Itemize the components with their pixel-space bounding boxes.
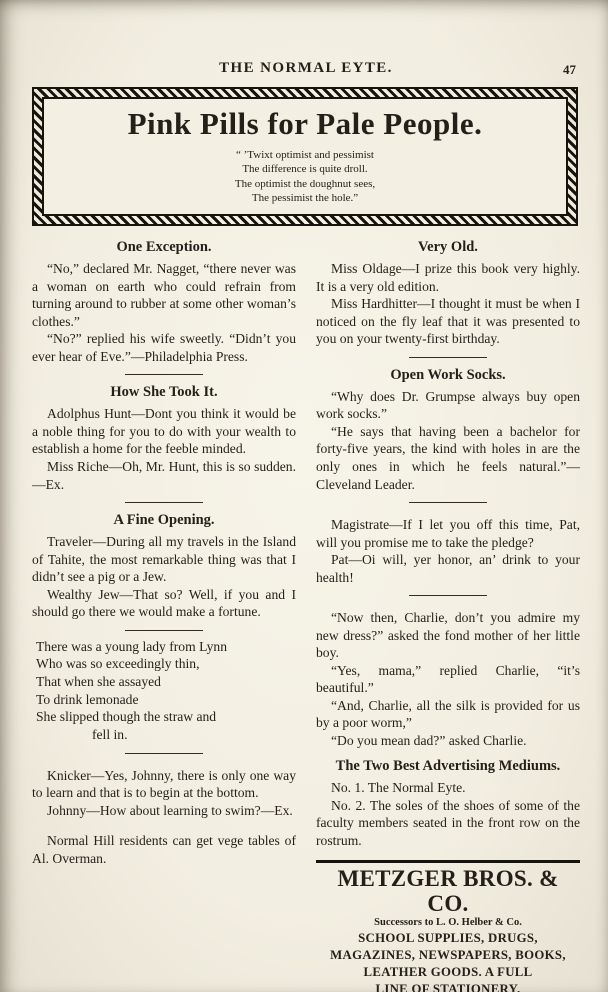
ad-quote-line: The optimist the doughnut sees, — [234, 177, 376, 190]
pink-pills-ad-inner — [42, 97, 568, 216]
article-paragraph: Magistrate—If I let you off this time, Pat, will you promise me to take the pledge? — [316, 517, 580, 550]
article-heading: Open Work Socks. — [390, 366, 506, 383]
ad-quote-line: The difference is quite droll. — [242, 163, 368, 176]
limerick — [36, 638, 296, 744]
article-paragraph: “No?” replied his wife sweetly. “Didn’t you ever hear of Eve.”—Philadelphia Press. — [32, 331, 296, 364]
article-paragraph: “Why does Dr. Grumpse always buy open work socks.” — [316, 388, 580, 422]
article-paragraph: Pat—Oi will, yer honor, an’ drink to your health! — [316, 552, 580, 585]
article-paragraph: “And, Charlie, all the silk is provided for us by a poor worm,” — [316, 697, 580, 731]
article-paragraph: No. 2. The soles of the shoes of some of the faculty members seated in the front row on the rostrum. — [316, 797, 580, 848]
section-divider — [409, 595, 487, 596]
metzger-ad — [316, 860, 580, 992]
ad-quote-line: “ ’Twixt optimist and pessimist — [236, 149, 374, 161]
article-magistrate — [316, 516, 580, 586]
article-paragraph: Miss Oldage—I prize this book very highly. It is a very old edition. — [316, 261, 580, 294]
article-heading: The Two Best Advertising Mediums. — [335, 758, 561, 775]
left-column — [32, 236, 296, 992]
article-advertising-mediums — [316, 758, 580, 849]
limerick-line: That when she assayed — [36, 674, 161, 690]
limerick-line: To drink lemonade — [36, 691, 139, 707]
article-paragraph: “Yes, mama,” replied Charlie, “it’s beautiful.” — [316, 662, 580, 696]
article-paragraph: “Now then, Charlie, don’t you admire my new dress?” asked the fond mother of her little boy. — [316, 610, 580, 661]
article-one-exception — [32, 239, 296, 365]
article-paragraph: Traveler—During all my travels in the Island of Tahite, the most remarkable thing was that I didn’t see a pig or a Jew. — [32, 534, 296, 585]
ad-quote-line: The pessimist the hole.” — [251, 191, 359, 204]
article-heading: Very Old. — [418, 239, 478, 256]
section-divider — [125, 630, 203, 631]
metzger-service-line: MAGAZINES, NEWSPAPERS, BOOKS, — [330, 948, 566, 963]
article-paragraph: “No,” declared Mr. Nagget, “there never was a woman on earth who could refrain from turning around to rubber at some other woman’s clothes.” — [32, 261, 296, 329]
page-header — [32, 60, 580, 82]
metzger-successors: Successors to L. O. Helber & Co. — [374, 917, 522, 929]
article-paragraph: Miss Hardhitter—I thought it must be when I noticed on the fly leaf that it was presented to you on your twenty-first birthday. — [316, 296, 580, 347]
article-heading: How She Took It. — [110, 384, 218, 401]
page-number: 47 — [563, 62, 576, 77]
article-a-fine-opening — [32, 512, 296, 621]
ad-quote — [54, 148, 556, 205]
limerick-line: Who was so exceedingly thin, — [36, 656, 200, 672]
article-heading: A Fine Opening. — [113, 512, 215, 529]
article-knicker — [32, 767, 296, 868]
article-open-work-socks — [316, 367, 580, 493]
ad-title: Pink Pills for Pale People. — [127, 106, 483, 141]
article-very-old — [316, 239, 580, 348]
two-column-layout — [32, 236, 580, 992]
article-paragraph: “Do you mean dad?” asked Charlie. — [331, 732, 527, 748]
article-paragraph: Adolphus Hunt—Dont you think it would be a noble thing for you to do with your wealth to establish a home for the feeble minded. — [32, 406, 296, 457]
limerick-line: There was a young lady from Lynn — [36, 638, 228, 654]
section-divider — [409, 502, 487, 503]
article-paragraph: Miss Riche—Oh, Mr. Hunt, this is so sudden.—Ex. — [32, 458, 296, 492]
metzger-service-line: LEATHER GOODS. A FULL — [363, 964, 533, 979]
section-divider — [125, 502, 203, 503]
thick-rule — [316, 860, 580, 863]
section-divider — [125, 753, 203, 754]
article-paragraph: “He says that having been a bachelor for forty-five years, the kind with holes in are the only ones in which he feels natural.”—Cleveland Leader. — [316, 423, 580, 492]
section-divider — [125, 374, 203, 375]
article-charlie — [316, 609, 580, 749]
running-title: THE NORMAL EYTE. — [219, 60, 393, 76]
article-how-she-took-it — [32, 384, 296, 493]
section-divider — [409, 357, 487, 358]
metzger-name: METZGER BROS. & CO. — [337, 865, 559, 916]
article-paragraph: Knicker—Yes, Johnny, there is only one way to learn and that is to begin at the bottom. — [32, 767, 296, 801]
article-paragraph: Johnny—How about learning to swim?—Ex. — [47, 802, 293, 818]
limerick-line: fell in. — [92, 727, 128, 743]
article-heading: One Exception. — [116, 239, 212, 256]
limerick-line: She slipped though the straw and — [36, 709, 217, 725]
article-paragraph: No. 1. The Normal Eyte. — [331, 780, 466, 796]
article-paragraph: Wealthy Jew—That so? Well, if you and I should go there we would make a fortune. — [32, 586, 296, 620]
metzger-service-line: SCHOOL SUPPLIES, DRUGS, — [358, 931, 538, 946]
pink-pills-ad — [32, 87, 578, 226]
metzger-service-line: LINE OF STATIONERY. — [375, 981, 521, 992]
article-paragraph: Normal Hill residents can get vege tables of Al. Overman. — [32, 833, 296, 866]
right-column — [316, 236, 580, 992]
